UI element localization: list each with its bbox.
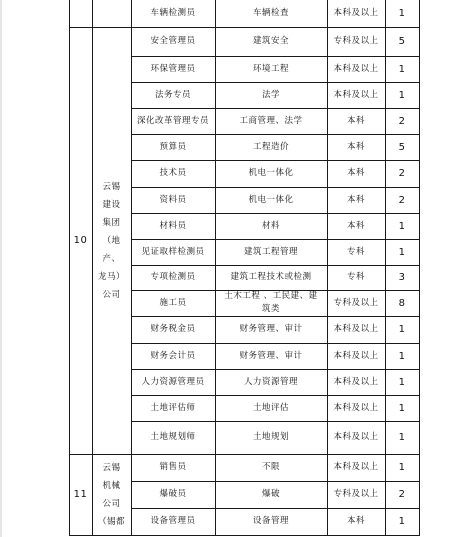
major-cell: 土木工程 、工民建、建 筑类 [224,291,318,314]
position-cell: 安全管理员 [150,36,196,46]
position-cell: 施工员 [159,297,187,308]
position-cell: 专项检测员 [150,272,196,282]
position-cell: 车辆检测员 [150,8,196,18]
count-cell: 2 [398,168,406,179]
count-cell: 1 [398,8,406,19]
education-cell: 本科及以上 [333,8,379,18]
position-cell: 爆破员 [159,489,187,499]
major-cell: 机电一体化 [248,194,294,205]
major-cell: 工商管理、法学 [239,115,303,126]
major-cell: 建筑安全 [252,36,289,46]
group-index: 10 [73,235,88,246]
count-cell: 3 [398,272,406,283]
major-cell: 法学 [261,89,280,100]
count-cell: 1 [398,402,406,414]
position-cell: 设备管理员 [150,516,196,526]
position-cell: 财务会计员 [150,350,196,361]
education-cell: 本科 [346,220,365,231]
major-cell: 机电一体化 [248,168,294,178]
major-cell: 财务管理、审计 [239,324,303,334]
position-cell: 资料员 [159,194,187,205]
education-cell: 专科及以上 [333,36,379,46]
major-cell: 财务管理、审计 [239,350,303,361]
major-cell: 材料 [261,220,280,231]
education-cell: 本科 [346,168,365,178]
education-cell: 本科 [346,516,365,526]
education-cell: 本科 [346,194,365,205]
row-line [69,535,420,536]
count-cell: 1 [398,516,406,527]
education-cell: 专科 [346,272,365,282]
education-cell: 本科及以上 [333,402,379,413]
position-cell: 法务专员 [154,89,191,100]
education-cell: 本科及以上 [333,350,379,361]
company-name: 云锡 机械 公司 （锡都 [97,462,125,527]
major-cell: 建筑工程管理 [243,246,298,257]
position-cell: 预算员 [159,141,187,152]
position-cell: 土地规划师 [150,432,196,442]
education-cell: 本科及以上 [333,324,379,334]
count-cell: 2 [398,194,406,206]
education-cell: 本科及以上 [333,376,379,387]
count-cell: 1 [398,246,406,258]
count-cell: 1 [398,220,406,232]
count-cell: 1 [398,63,406,75]
major-cell: 土地评估 [252,402,289,413]
count-cell: 1 [398,324,406,335]
education-cell: 本科及以上 [333,63,379,74]
education-cell: 本科 [346,115,365,126]
count-cell: 1 [398,350,406,362]
position-cell: 土地评估师 [150,402,196,413]
count-cell: 1 [398,89,406,101]
position-cell: 技术员 [159,168,187,178]
major-cell: 人力资源管理 [243,376,298,387]
count-cell: 5 [398,36,406,47]
page-edge [0,0,2,537]
major-cell: 工程造价 [252,141,289,152]
count-cell: 5 [398,141,406,153]
position-cell: 深化改革管理专员 [136,115,209,126]
major-cell: 环境工程 [252,63,289,74]
major-cell: 土地规划 [252,432,289,442]
major-cell: 设备管理 [252,516,289,526]
education-cell: 本科及以上 [333,89,379,100]
major-cell: 爆破 [261,489,280,499]
count-cell: 2 [398,115,406,127]
count-cell: 1 [398,432,406,443]
education-cell: 本科 [346,141,365,152]
count-cell: 1 [398,462,406,473]
count-cell: 2 [398,489,406,500]
position-cell: 人力资源管理员 [141,376,205,387]
major-cell: 不限 [261,462,280,472]
position-cell: 销售员 [159,462,187,472]
company-name: 云锡 建设 集团 （地产、 龙马） 公司 [97,181,125,300]
major-cell: 建筑工程技术或检测 [230,272,312,282]
position-cell: 财务税金员 [150,324,196,334]
education-cell: 专科 [346,246,365,257]
education-cell: 本科及以上 [333,462,379,472]
position-cell: 见证取样检测员 [141,246,205,257]
major-cell: 车辆检査 [252,8,289,18]
count-cell: 1 [398,376,406,388]
education-cell: 专科及以上 [333,297,379,308]
position-cell: 环保管理员 [150,63,196,74]
education-cell: 本科及以上 [333,432,379,442]
education-cell: 专科及以上 [333,489,379,499]
group-index: 11 [73,489,88,500]
position-cell: 材料员 [159,220,187,231]
count-cell: 8 [398,297,406,309]
